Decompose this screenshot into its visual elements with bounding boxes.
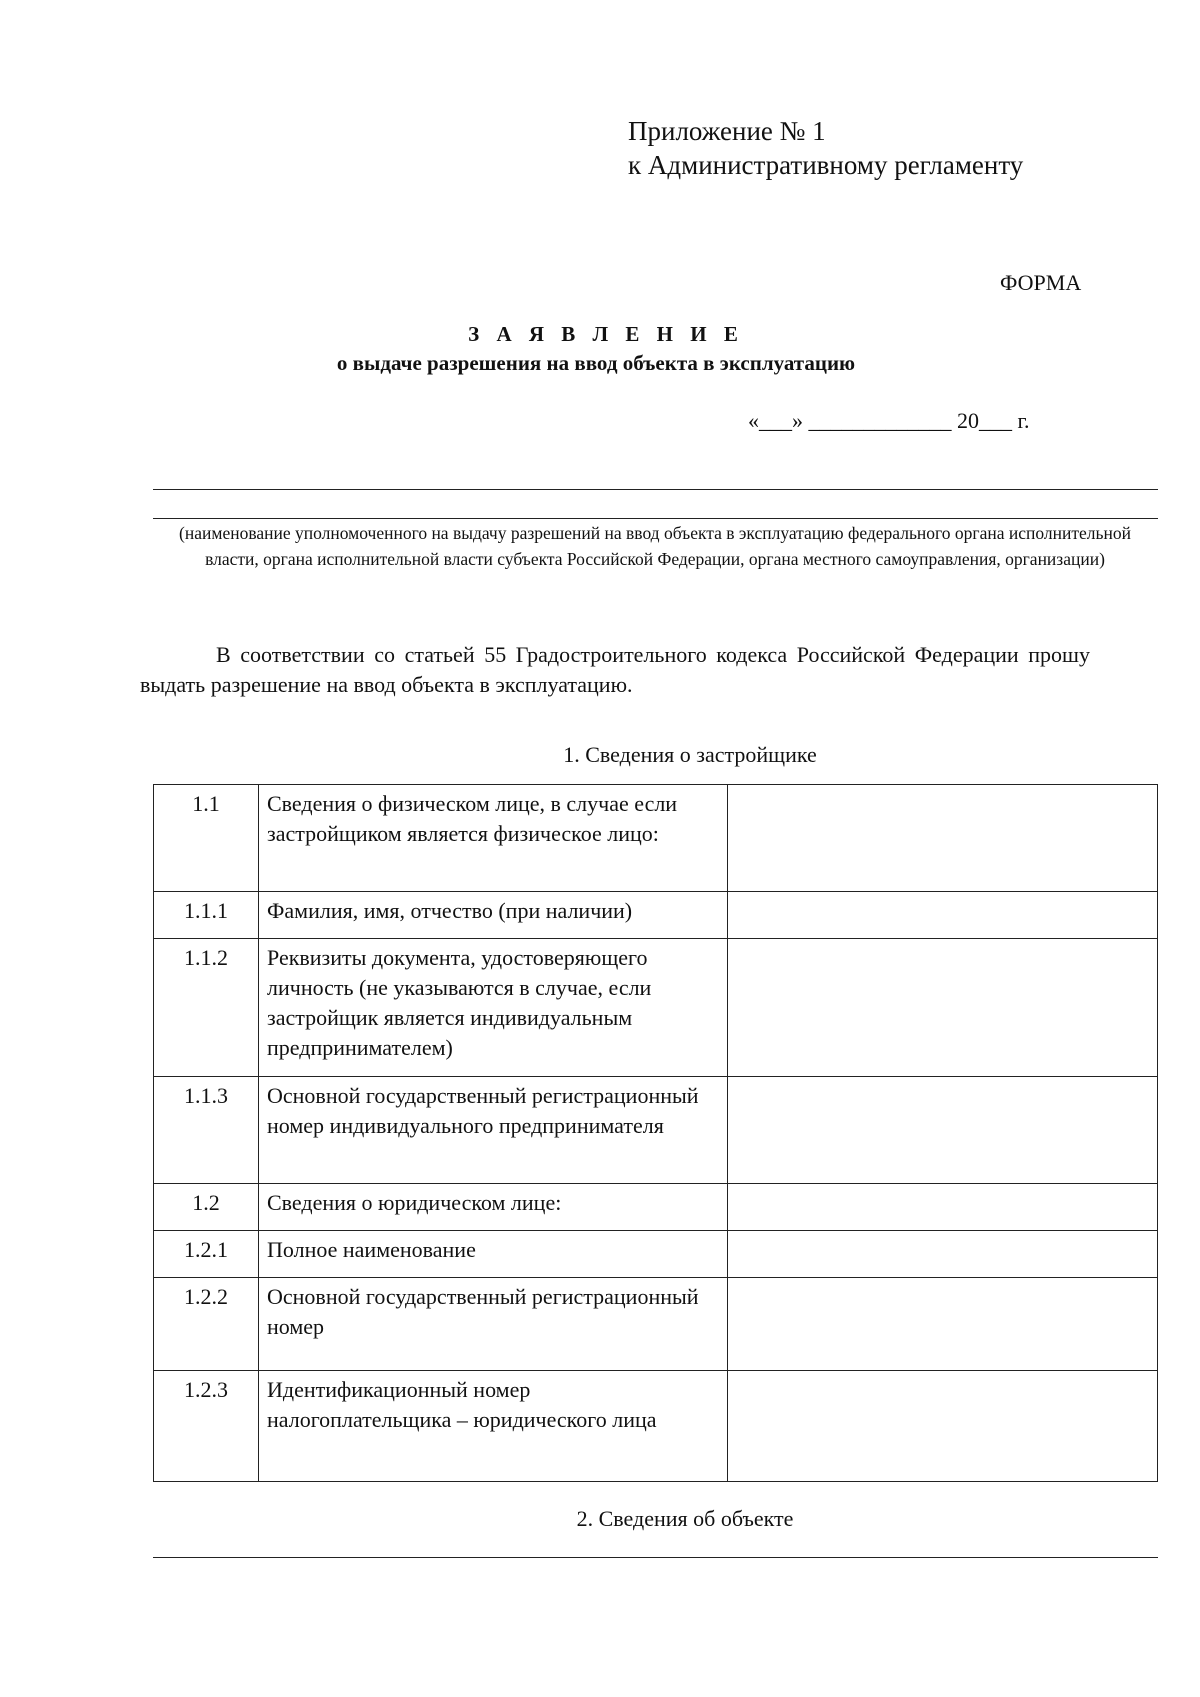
row-value-cell[interactable]: [728, 1077, 1158, 1184]
row-value-cell[interactable]: [728, 1184, 1158, 1231]
row-label: Идентификационный номер налогоплательщика – юридического лица: [259, 1371, 728, 1482]
authority-line-1[interactable]: [153, 489, 1158, 490]
row-value-cell[interactable]: [728, 939, 1158, 1077]
table-row: [154, 1231, 1158, 1278]
row-value-cell[interactable]: [728, 892, 1158, 939]
row-value-cell[interactable]: [728, 785, 1158, 892]
row-number: 1.1.2: [154, 939, 259, 1077]
appendix-reference: [628, 114, 1023, 182]
row-number: 1.2.3: [154, 1371, 259, 1482]
table-row: [154, 892, 1158, 939]
row-number: 1.2: [154, 1184, 259, 1231]
table-row: [154, 939, 1158, 1077]
section-2-line[interactable]: [153, 1557, 1158, 1558]
row-number: 1.1.1: [154, 892, 259, 939]
table-row: [154, 1184, 1158, 1231]
table-row: [154, 1371, 1158, 1482]
date-field[interactable]: «___» _____________ 20___ г.: [748, 408, 1030, 433]
row-label: Основной государственный регистрационный номер: [259, 1278, 728, 1371]
developer-info-table: [153, 784, 1158, 1482]
row-number: 1.2.2: [154, 1278, 259, 1371]
row-number: 1.1.3: [154, 1077, 259, 1184]
appendix-line-2: к Административному регламенту: [628, 150, 1024, 180]
row-value-cell[interactable]: [728, 1278, 1158, 1371]
document-subtitle: о выдаче разрешения на ввод объекта в эксплуатацию: [336, 351, 856, 375]
section-1-heading: 1. Сведения о застройщике: [563, 742, 817, 767]
row-label: Полное наименование: [259, 1231, 728, 1278]
row-value-cell[interactable]: [728, 1231, 1158, 1278]
row-label: Сведения о юридическом лице:: [259, 1184, 728, 1231]
authority-line-2[interactable]: [153, 518, 1158, 519]
row-number: 1.2.1: [154, 1231, 259, 1278]
row-number: 1.1: [154, 785, 259, 892]
table-row: [154, 785, 1158, 892]
form-label: ФОРМА: [1000, 270, 1082, 295]
row-value-cell[interactable]: [728, 1371, 1158, 1482]
appendix-line-1: Приложение № 1: [628, 116, 826, 146]
authority-caption: (наименование уполномоченного на выдачу разрешений на ввод объекта в эксплуатацию федерального органа исполнительной власти, органа исполнительной власти субъекта Российской Федерации, органа местного самоуправления, организации): [179, 523, 1131, 569]
document-title: З А Я В Л Е Н И Е: [468, 322, 744, 346]
request-paragraph: В соответствии со статьей 55 Градостроительного кодекса Российской Федерации прошу выдать разрешение на ввод объекта в эксплуатацию.: [140, 642, 1090, 697]
row-label: Фамилия, имя, отчество (при наличии): [259, 892, 728, 939]
row-label: Основной государственный регистрационный номер индивидуального предпринимателя: [259, 1077, 728, 1184]
row-label: Реквизиты документа, удостоверяющего личность (не указываются в случае, если застройщик является индивидуальным предпринимателем): [259, 939, 728, 1077]
row-label: Сведения о физическом лице, в случае если застройщиком является физическое лицо:: [259, 785, 728, 892]
table-row: [154, 1278, 1158, 1371]
section-2-heading: 2. Сведения об объекте: [576, 1506, 794, 1531]
table-row: [154, 1077, 1158, 1184]
